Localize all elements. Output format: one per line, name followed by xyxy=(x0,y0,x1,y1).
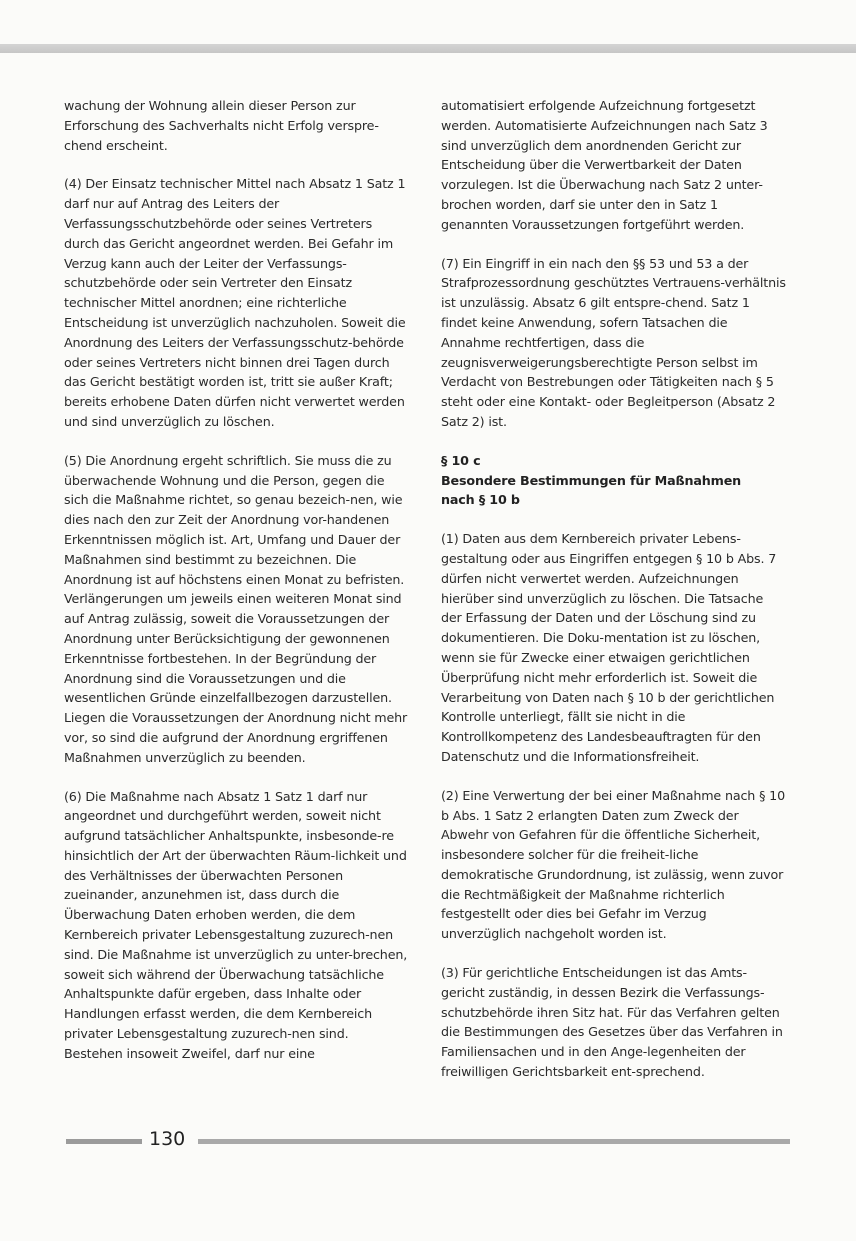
section-title-line-2: nach § 10 b xyxy=(441,492,520,508)
right-column xyxy=(441,96,786,1101)
footer-rule-left xyxy=(66,1139,142,1144)
paragraph-continuation: wachung der Wohnung allein dieser Person zur Erforschung des Sachverhalts nicht Erfolg verspre-chend erscheint. xyxy=(64,98,379,153)
paragraph-5: (5) Die Anordnung ergeht schriftlich. Sie muss die zu überwachende Wohnung und die Person, gegen die sich die Maßnahme richtet, so genau bezeich-nen, wie dies nach den zur Zeit der Anordnung vor-handenen Erkenntnissen möglich ist. Art, Umfang und Dauer der Maßnahmen sind bestimmt zu bezeichnen. Die Anordnung ist auf höchstens einen Monat zu befristen. Verlängerungen um jeweils einen weiteren Monat sind auf Antrag zulässig, soweit die Voraussetzungen der Anordnung unter Berücksichtigung der gewonnenen Erkenntnisse fortbestehen. In der Begründung der Anordnung sind die Voraussetzungen und die wesentlichen Gründe einzelfallbezogen darzustellen. Liegen die Voraussetzungen der Anordnung nicht mehr vor, so sind die aufgrund der Anordnung ergriffenen Maßnahmen unverzüglich zu beenden. xyxy=(64,452,408,765)
paragraph-7: (7) Ein Eingriff in ein nach den §§ 53 und 53 a der Strafprozessordnung geschütztes Vertrauens-verhältnis ist unzulässig. Absatz 6 gilt entspre-chend. Satz 1 findet keine Anwendung, sofern Tatsachen die Annahme rechtfertigen, dass die zeugnisverweigerungsberechtigte Person selbst im Verdacht von Bestrebungen oder Tätigkeiten nach § 5 steht oder eine Kontakt- oder Begleitperson (Absatz 2 Satz 2) ist. xyxy=(441,255,786,429)
section-paragraph-2: (2) Eine Verwertung der bei einer Maßnahme nach § 10 b Abs. 1 Satz 2 erlangten Daten zum Zweck der Abwehr von Gefahren für die öffentliche Sicherheit, insbesondere solcher für die freiheit-liche demokratische Grundordnung, ist zulässig, wenn zuvor die Rechtmäßigkeit der Maßnahme richterlich festgestellt oder dies bei Gefahr im Verzug unverzüglich nachgeholt worden ist. xyxy=(441,787,785,942)
paragraph-6-continuation: automatisiert erfolgende Aufzeichnung fortgesetzt werden. Automatisierte Aufzeichnungen nach Satz 3 sind unverzüglich dem anordnenden Gericht zur Entscheidung über die Verwertbarkeit der Daten vorzulegen. Ist die Überwachung nach Satz 2 unter-brochen worden, darf sie unter den in Satz 1 genannten Voraussetzungen fortgeführt werden. xyxy=(441,98,768,232)
section-title-line-1: Besondere Bestimmungen für Maßnahmen xyxy=(441,472,742,488)
paragraph-6: (6) Die Maßnahme nach Absatz 1 Satz 1 darf nur angeordnet und durchgeführt werden, soweit nicht aufgrund tatsächlicher Anhaltspunkte, insbesonde-re hinsichtlich der Art der überwachten Räum-lichkeit und des Verhältnisses der überwachten Personen zueinander, anzunehmen ist, dass durch die Überwachung Daten erhoben werden, die dem Kernbereich privater Lebensgestaltung zuzurech-nen sind. Die Maßnahme ist unverzüglich zu unter-brechen, soweit sich während der Überwachung tatsächliche Anhaltspunkte dafür ergeben, dass Inhalte oder Handlungen erfasst werden, die dem Kernbereich privater Lebensgestaltung zuzurech-nen sind. Bestehen insoweit Zweifel, darf nur eine xyxy=(64,788,408,1061)
footer-rule-right xyxy=(198,1139,790,1144)
section-paragraph-1: (1) Daten aus dem Kernbereich privater Lebens-gestaltung oder aus Eingriffen entgegen § 10 b Abs. 7 dürfen nicht verwertet werden. Aufzeichnungen hierüber sind unverzüglich zu löschen. Die Tatsache der Erfassung der Daten und der Löschung sind zu dokumentieren. Die Doku-mentation ist zu löschen, wenn sie für Zwecke einer etwaigen gerichtlichen Überprüfung nicht mehr erforderlich ist. Soweit die Verarbeitung von Daten nach § 10 b der gerichtlichen Kontrolle unterliegt, fällt sie nicht in die Kontrollkompetenz des Landesbeauftragten für den Datenschutz und die Informationsfreiheit. xyxy=(441,531,777,764)
section-heading xyxy=(441,451,786,510)
page-number: 130 xyxy=(149,1128,186,1150)
page-footer xyxy=(0,1124,856,1154)
section-number: § 10 c xyxy=(441,452,481,468)
top-rule xyxy=(0,44,856,53)
paragraph-4: (4) Der Einsatz technischer Mittel nach Absatz 1 Satz 1 darf nur auf Antrag des Leiters der Verfassungsschutzbehörde oder seines Vertreters durch das Gericht angeordnet werden. Bei Gefahr im Verzug kann auch der Leiter der Verfassungs-schutzbehörde oder sein Vertreter den Einsatz technischer Mittel anordnen; eine richterliche Entscheidung ist unverzüglich nachzuholen. Soweit die Anordnung des Leiters der Verfassungsschutz-behörde oder seines Vertreters nicht binnen drei Tagen durch das Gericht bestätigt worden ist, tritt sie außer Kraft; bereits erhobene Daten dürfen nicht verwertet werden und sind unverzüglich zu löschen. xyxy=(64,176,406,429)
section-paragraph-3: (3) Für gerichtliche Entscheidungen ist das Amts-gericht zuständig, in dessen Bezirk die Verfassungs-schutzbehörde ihren Sitz hat. Für das Verfahren gelten die Bestimmungen des Gesetzes über das Verfahren in Familiensachen und in den Ange-legenheiten der freiwilligen Gerichtsbarkeit ent-sprechend. xyxy=(441,965,783,1080)
left-column xyxy=(64,96,409,1083)
